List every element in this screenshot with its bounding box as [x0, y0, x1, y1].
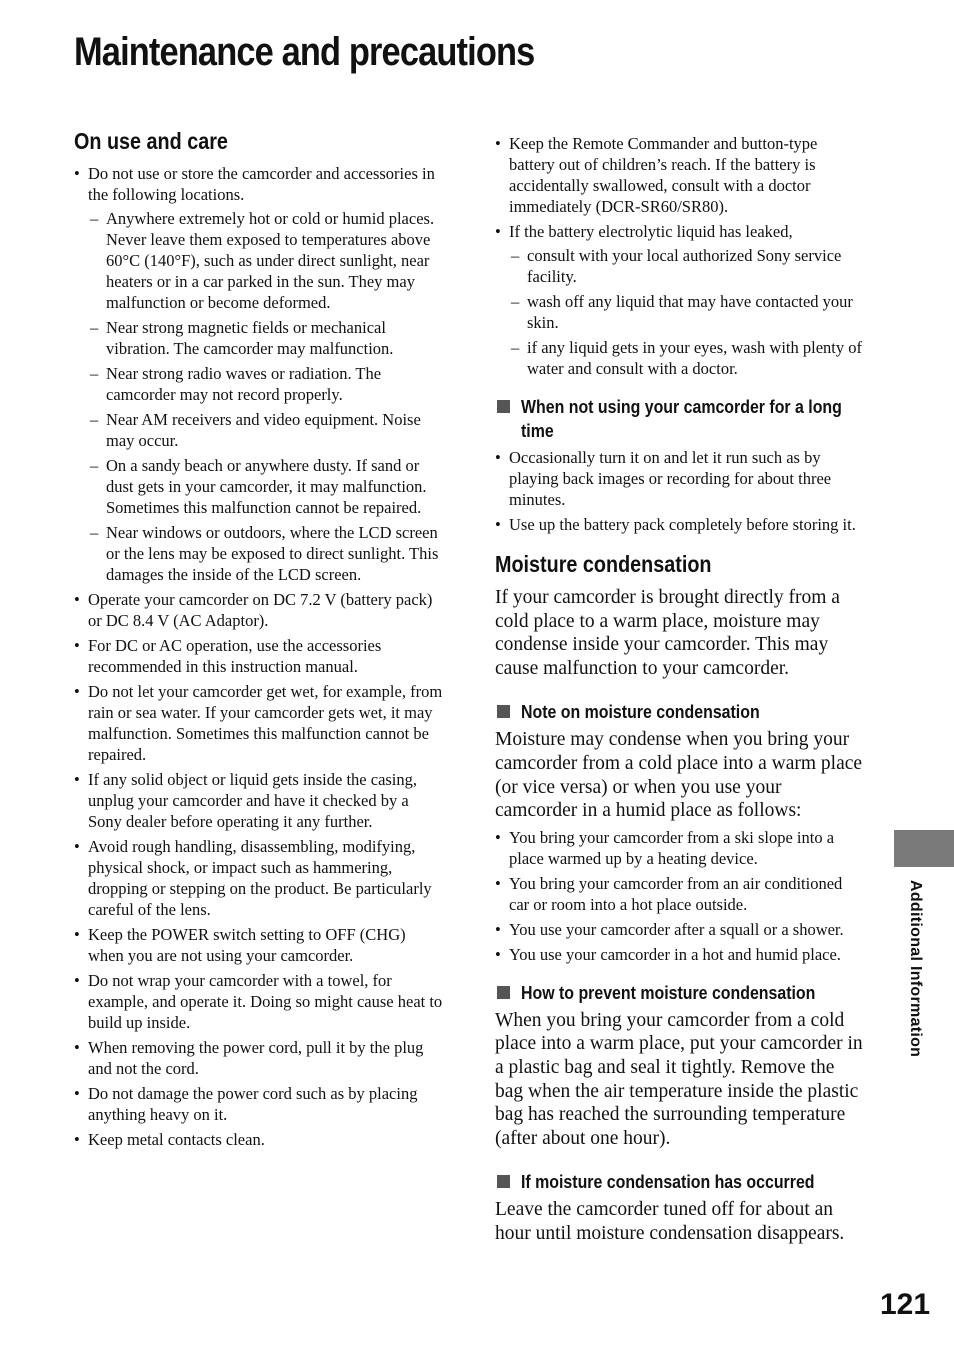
- subheading-occurred: If moisture condensation has occurred: [495, 1170, 865, 1194]
- list-item: • For DC or AC operation, use the accessories recommended in this instruction manual.: [74, 635, 444, 677]
- list-item: • Do not damage the power cord such as by placing anything heavy on it.: [74, 1083, 444, 1125]
- list-item: – wash off any liquid that may have contacted your skin.: [511, 291, 865, 333]
- list-item: • You use your camcorder after a squall or a shower.: [495, 919, 865, 940]
- section-heading-use-and-care: On use and care: [74, 128, 228, 154]
- list-item: – if any liquid gets in your eyes, wash with plenty of water and consult with a doctor.: [511, 337, 865, 379]
- prevent-paragraph: When you bring your camcorder from a cold place into a warm place, put your camcorder in a plastic bag and seal it tightly. Remove the bag when the air temperature inside the plastic bag has reached the surrounding temperature (after about one hour).: [495, 1009, 863, 1149]
- section-heading-moisture: Moisture condensation: [495, 551, 712, 577]
- list-item: • Do not let your camcorder get wet, for example, from rain or sea water. If your camcorder gets wet, it may malfunction. Sometimes this malfunction cannot be repaired.: [74, 681, 444, 765]
- list-item: • Avoid rough handling, disassembling, modifying, physical shock, or impact such as hammering, dropping or stepping on the product. Be particularly careful of the lens.: [74, 836, 444, 920]
- note-paragraph: Moisture may condense when you bring your camcorder from a cold place into a warm place (or vice versa) or when you use your camcorder in a humid place as follows:: [495, 729, 863, 822]
- list-item: • Keep the Remote Commander and button-type battery out of children’s reach. If the battery is accidentally swallowed, consult with a doctor immediately (DCR-SR60/SR80).: [495, 133, 865, 217]
- list-item: • You bring your camcorder from an air conditioned car or room into a hot place outside.: [495, 873, 865, 915]
- battery-list: [495, 133, 865, 379]
- list-item: • Operate your camcorder on DC 7.2 V (battery pack) or DC 8.4 V (AC Adaptor).: [74, 589, 444, 631]
- care-list: [74, 163, 444, 1150]
- section-tab-marker: [894, 830, 954, 867]
- page-title: Maintenance and precautions: [74, 30, 535, 74]
- left-column: [74, 128, 444, 1154]
- square-bullet-icon: [497, 986, 510, 999]
- list-item: – consult with your local authorized Sony service facility.: [511, 245, 865, 287]
- list-item: • When removing the power cord, pull it by the plug and not the cord.: [74, 1037, 444, 1079]
- list-item: • If the battery electrolytic liquid has leaked, – consult with your local authorized Sony service facility. – wash off any liquid that may have contacted your skin. – if any liquid gets in your eyes, wash with plenty of water and consult with a doctor.: [495, 221, 865, 379]
- leak-steps-list: [509, 245, 865, 379]
- list-item: • You bring your camcorder from a ski slope into a place warmed up by a heating device.: [495, 827, 865, 869]
- list-item: • If any solid object or liquid gets inside the casing, unplug your camcorder and have it checked by a Sony dealer before operating it any further.: [74, 769, 444, 832]
- list-item: • You use your camcorder in a hot and humid place.: [495, 944, 865, 965]
- list-item: – Near strong magnetic fields or mechanical vibration. The camcorder may malfunction.: [90, 317, 444, 359]
- list-item: – Near strong radio waves or radiation. The camcorder may not record properly.: [90, 363, 444, 405]
- page-number: 121: [880, 1288, 931, 1321]
- note-list: [495, 827, 865, 965]
- square-bullet-icon: [497, 400, 510, 413]
- list-item: • Occasionally turn it on and let it run such as by playing back images or recording for about three minutes.: [495, 447, 865, 510]
- side-label: Additional Information: [907, 880, 924, 1058]
- square-bullet-icon: [497, 1175, 510, 1188]
- list-item: • Keep the POWER switch setting to OFF (CHG) when you are not using your camcorder.: [74, 924, 444, 966]
- list-item: • Use up the battery pack completely before storing it.: [495, 514, 865, 535]
- list-item: • Keep metal contacts clean.: [74, 1129, 444, 1150]
- locations-list: [88, 208, 444, 585]
- right-column: [495, 133, 865, 1254]
- moisture-paragraph: If your camcorder is brought directly from a cold place to a warm place, moisture may condense inside your camcorder. This may cause malfunction to your camcorder.: [495, 587, 840, 679]
- list-item: – Near AM receivers and video equipment. Noise may occur.: [90, 409, 444, 451]
- list-item: – On a sandy beach or anywhere dusty. If sand or dust gets in your camcorder, it may malfunction. Sometimes this malfunction cannot be repaired.: [90, 455, 444, 518]
- not-using-list: [495, 447, 865, 535]
- square-bullet-icon: [497, 705, 510, 718]
- subheading-note-moisture: Note on moisture condensation: [495, 700, 865, 724]
- list-item: – Near windows or outdoors, where the LCD screen or the lens may be exposed to direct sunlight. This damages the inside of the LCD screen.: [90, 522, 444, 585]
- subheading-not-using: When not using your camcorder for a long time: [495, 395, 865, 443]
- subheading-prevent: How to prevent moisture condensation: [495, 981, 865, 1005]
- occurred-paragraph: Leave the camcorder tuned off for about an hour until moisture condensation disappears.: [495, 1199, 845, 1244]
- list-item: – Anywhere extremely hot or cold or humid places. Never leave them exposed to temperatures above 60°C (140°F), such as under direct sunlight, near heaters or in a car parked in the sun. They may malfunction or become deformed.: [90, 208, 444, 313]
- list-item: • Do not wrap your camcorder with a towel, for example, and operate it. Doing so might cause heat to build up inside.: [74, 970, 444, 1033]
- list-item: • Do not use or store the camcorder and accessories in the following locations. – Anywhere extremely hot or cold or humid places. Never leave them exposed to temperatures above 60°C (140°F), such as under direct sunlight, near heaters or in a car parked in the sun. They may malfunction or become deformed. – Near strong magnetic fields or mechanical vibration. The camcorder may malfunction. – Near strong radio waves or radiation. The camcorder may not record properly. – Near AM receivers and video equipment. Noise may occur. – On a sandy beach or anywhere dusty. If sand or dust gets in your camcorder, it may malfunction. Sometimes this malfunction cannot be repaired. – Near windows or outdoors, where the LCD screen or the lens may be exposed to direct sunlight. This damages the inside of the LCD screen.: [74, 163, 444, 585]
